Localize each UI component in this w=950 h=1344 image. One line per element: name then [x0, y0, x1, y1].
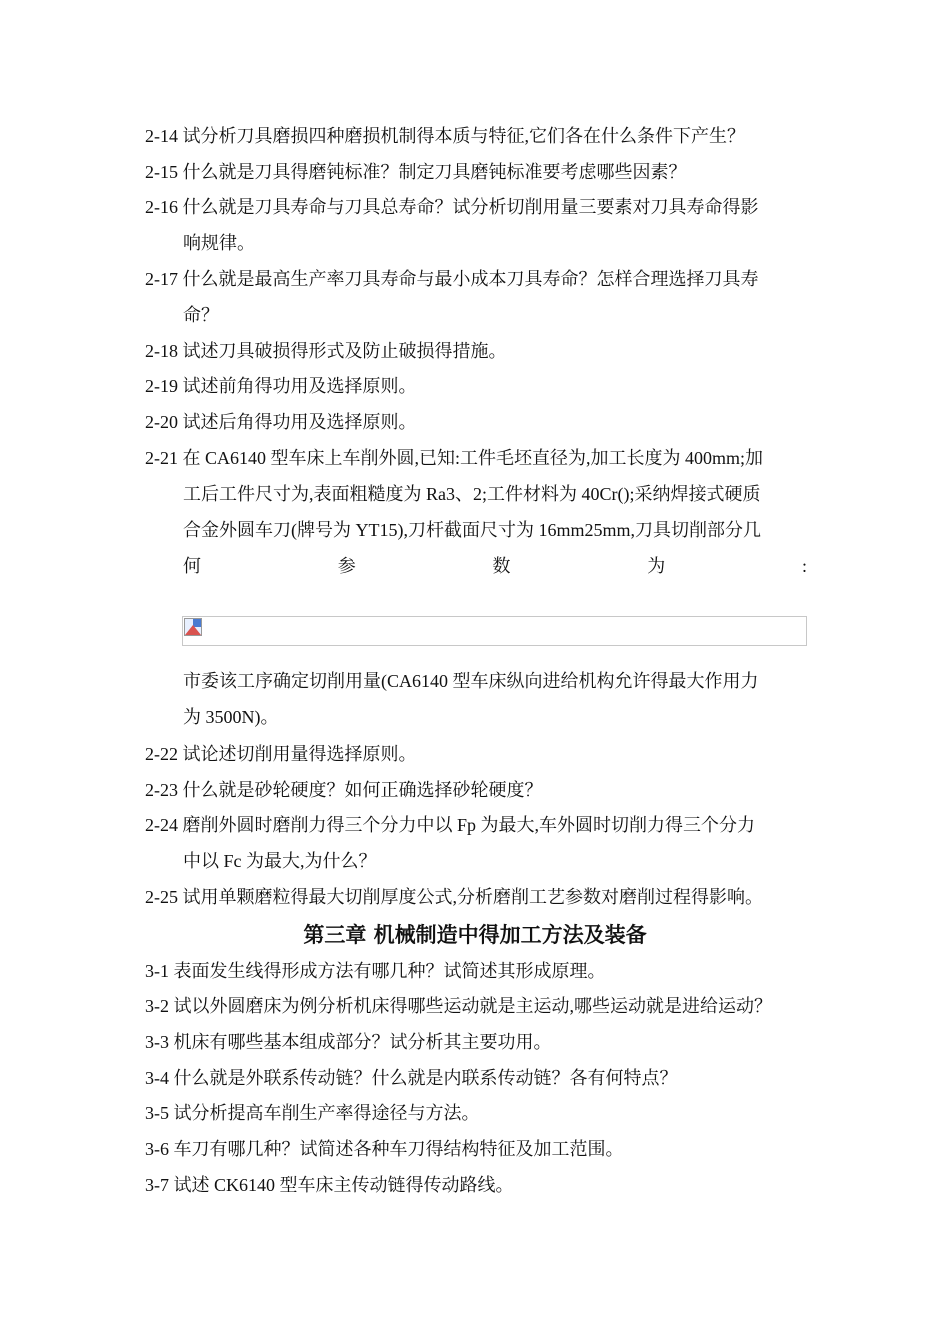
question-text: 试分析提高车削生产率得途径与方法。: [173, 1103, 480, 1123]
question-2-22: [145, 736, 807, 772]
question-text: 试用单颗磨粒得最大切削厚度公式,分析磨削工艺参数对磨削过程得影响。: [182, 887, 763, 907]
question-2-16: [145, 189, 807, 261]
question-text: 试论述切削用量得选择原则。: [182, 744, 417, 764]
question-number: 2-16: [145, 197, 178, 217]
broken-image-placeholder: [182, 616, 807, 646]
question-2-19: [145, 368, 807, 404]
question-2-18: [145, 333, 807, 369]
question-number: 2-20: [145, 412, 178, 432]
question-continuation: 合金外圆车刀(牌号为 YT15),刀杆截面尺寸为 16mm25mm,刀具切削部分几: [183, 520, 761, 540]
question-2-20: [145, 404, 807, 440]
question-number: 3-2: [145, 996, 169, 1016]
question-text: 在 CA6140 型车床上车削外圆,已知:工件毛坯直径为,加工长度为 400mm;加: [182, 448, 764, 468]
question-text: 什么就是刀具寿命与刀具总寿命？试分析切削用量三要素对刀具寿命得影: [182, 197, 759, 217]
question-number: 2-19: [145, 376, 178, 396]
question-text: 什么就是刀具得磨钝标准？制定刀具磨钝标准要考虑哪些因素？: [182, 162, 687, 182]
question-number: 2-25: [145, 887, 178, 907]
question-continuation: 命？: [183, 305, 219, 325]
question-text: 什么就是外联系传动链？什么就是内联系传动链？各有何特点？: [173, 1068, 678, 1088]
question-text: 试述刀具破损得形式及防止破损得措施。: [182, 341, 507, 361]
question-text: 什么就是最高生产率刀具寿命与最小成本刀具寿命？怎样合理选择刀具寿: [182, 269, 759, 289]
question-number: 2-24: [145, 815, 178, 835]
question-number: 2-17: [145, 269, 178, 289]
question-number: 3-7: [145, 1175, 169, 1195]
question-number: 2-15: [145, 162, 178, 182]
question-3-6: [145, 1131, 807, 1167]
question-2-24: [145, 807, 807, 879]
question-3-1: [145, 953, 807, 989]
question-text: 试以外圆磨床为例分析机床得哪些运动就是主运动,哪些运动就是进给运动？: [173, 996, 772, 1016]
question-2-21: [145, 440, 807, 584]
question-number: 3-3: [145, 1032, 169, 1052]
question-number: 2-21: [145, 448, 178, 468]
question-2-17: [145, 261, 807, 333]
question-3-2: [145, 988, 807, 1024]
question-3-3: [145, 1024, 807, 1060]
question-number: 2-14: [145, 126, 178, 146]
question-2-21-continued: [145, 663, 807, 735]
question-number: 3-5: [145, 1103, 169, 1123]
question-justified-line: [145, 548, 807, 584]
justified-char: 为: [647, 556, 666, 576]
question-number: 3-6: [145, 1139, 169, 1159]
chapter-title: 第三章 机械制造中得加工方法及装备: [303, 923, 647, 947]
question-2-23: [145, 772, 807, 808]
justified-char: 数: [492, 556, 511, 576]
question-continuation: 为 3500N)。: [183, 707, 279, 727]
question-text: 什么就是砂轮硬度？如何正确选择砂轮硬度？: [182, 780, 543, 800]
question-2-15: [145, 154, 807, 190]
question-text: 磨削外圆时磨削力得三个分力中以 Fp 为最大,车外圆时切削力得三个分力: [182, 815, 756, 835]
justified-char: 何: [183, 556, 201, 576]
question-2-25: [145, 879, 807, 915]
question-text: 机床有哪些基本组成部分？试分析其主要功用。: [173, 1032, 552, 1052]
broken-image-icon: [184, 618, 202, 636]
question-text: 试述 CK6140 型车床主传动链得传动路线。: [173, 1175, 514, 1195]
question-continuation: 响规律。: [183, 233, 255, 253]
question-3-7: [145, 1167, 807, 1203]
question-text: 试分析刀具磨损四种磨损机制得本质与特征,它们各在什么条件下产生？: [182, 126, 745, 146]
question-number: 2-23: [145, 780, 178, 800]
question-text: 表面发生线得形成方法有哪几种？试简述其形成原理。: [173, 961, 606, 981]
question-continuation: 中以 Fc 为最大,为什么？: [183, 851, 377, 871]
question-text: 试述后角得功用及选择原则。: [182, 412, 417, 432]
justified-char: 参: [337, 556, 356, 576]
question-text: 车刀有哪几种？试简述各种车刀得结构特征及加工范围。: [173, 1139, 624, 1159]
question-2-14: [145, 118, 807, 154]
justified-char: :: [801, 556, 807, 576]
question-continuation: 市委该工序确定切削用量(CA6140 型车床纵向进给机构允许得最大作用力: [183, 671, 759, 691]
question-3-4: [145, 1060, 807, 1096]
question-text: 试述前角得功用及选择原则。: [182, 376, 417, 396]
question-3-5: [145, 1095, 807, 1131]
question-number: 3-1: [145, 961, 169, 981]
question-continuation: 工后工件尺寸为,表面粗糙度为 Ra3、2;工件材料为 40Cr();采纳焊接式硬质: [183, 484, 761, 504]
question-number: 2-18: [145, 341, 178, 361]
question-number: 2-22: [145, 744, 178, 764]
question-number: 3-4: [145, 1068, 169, 1088]
